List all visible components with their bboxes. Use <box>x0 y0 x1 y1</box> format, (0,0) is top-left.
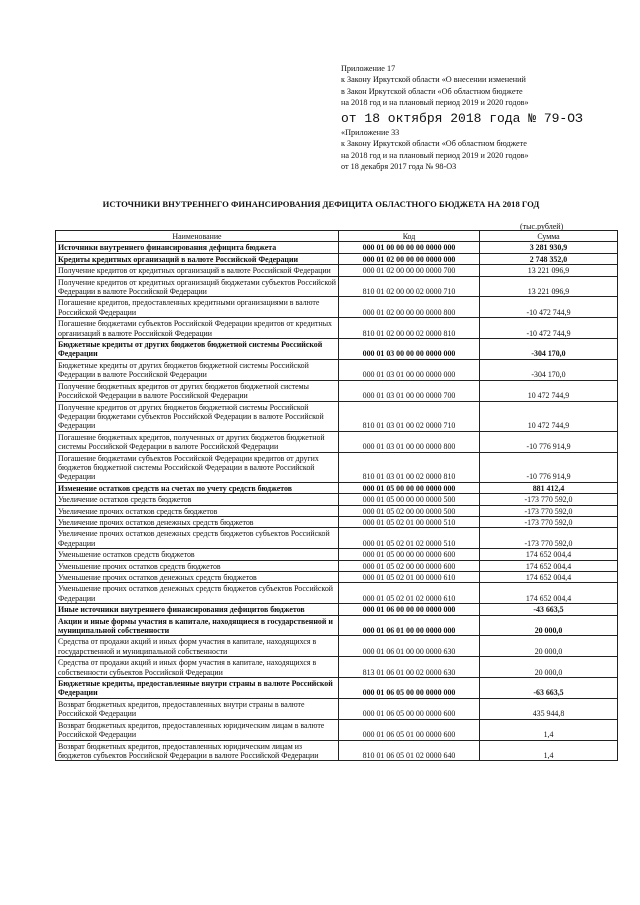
table-row <box>56 265 618 276</box>
header-line: в Закон Иркутской области «Об областном бюджете <box>341 86 523 96</box>
header-line: Приложение 17 <box>341 64 396 73</box>
cell-code: 000 01 06 05 01 00 0000 600 <box>339 719 480 740</box>
cell-name: Возврат бюджетных кредитов, предоставленных юридическим лицам из бюджетов субъектов Российской Федерации в валюте Российской Федерации <box>56 740 339 761</box>
cell-name: Источники внутреннего финансирования дефицита бюджета <box>56 242 339 253</box>
cell-name: Бюджетные кредиты от других бюджетов бюджетной системы Российской Федерации <box>56 339 339 360</box>
cell-code: 000 01 06 01 00 00 0000 000 <box>339 615 480 636</box>
cell-name: Получение кредитов от других бюджетов бюджетной системы Российской Федерации бюджетами субъектов Российской Федерации в валюте Российской Федерации <box>56 401 339 431</box>
law-date-line: от 18 октября 2018 года № 79-ОЗ <box>341 111 583 127</box>
cell-code: 000 01 06 05 00 00 0000 600 <box>339 698 480 719</box>
cell-sum: -173 770 592,0 <box>480 494 618 505</box>
cell-sum: 20 000,0 <box>480 615 618 636</box>
cell-sum: 1,4 <box>480 740 618 761</box>
cell-code: 810 01 06 05 01 02 0000 640 <box>339 740 480 761</box>
cell-name: Иные источники внутреннего финансирования дефицитов бюджетов <box>56 604 339 615</box>
cell-name: Получение бюджетных кредитов от других бюджетов бюджетной системы Российской Федерации в валюте Российской Федерации <box>56 380 339 401</box>
column-header-code: Код <box>339 231 480 242</box>
cell-sum: 13 221 096,9 <box>480 265 618 276</box>
cell-code: 000 01 05 00 00 00 0000 500 <box>339 494 480 505</box>
cell-code: 000 01 05 00 00 00 0000 600 <box>339 549 480 560</box>
cell-name: Получение кредитов от кредитных организаций бюджетами субъектов Российской Федерации в валюте Российской Федерации <box>56 276 339 297</box>
cell-sum: 174 652 004,4 <box>480 583 618 604</box>
cell-sum: 881 412,4 <box>480 482 618 493</box>
appendix-header <box>341 63 611 172</box>
cell-sum: 2 748 352,0 <box>480 253 618 264</box>
cell-name: Возврат бюджетных кредитов, предоставленных внутри страны в валюте Российской Федерации <box>56 698 339 719</box>
cell-name: Увеличение прочих остатков денежных средств бюджетов субъектов Российской Федерации <box>56 528 339 549</box>
table-row <box>56 401 618 431</box>
cell-name: Увеличение остатков средств бюджетов <box>56 494 339 505</box>
cell-code: 000 01 06 01 00 00 0000 630 <box>339 636 480 657</box>
table-row <box>56 604 618 615</box>
cell-sum: 174 652 004,4 <box>480 572 618 583</box>
column-header-sum: Сумма <box>480 231 618 242</box>
cell-name: Погашение бюджетных кредитов, полученных от других бюджетов бюджетной системы Российской Федерации в валюте Российской Федерации <box>56 431 339 452</box>
unit-label: (тыс.рублей) <box>520 222 564 231</box>
cell-name: Бюджетные кредиты, предоставленные внутри страны в валюте Российской Федерации <box>56 678 339 699</box>
cell-sum: -10 472 744,9 <box>480 318 618 339</box>
cell-code: 000 01 06 05 00 00 0000 000 <box>339 678 480 699</box>
cell-sum: -173 770 592,0 <box>480 516 618 527</box>
cell-code: 000 01 06 00 00 00 0000 000 <box>339 604 480 615</box>
column-header-name: Наименование <box>56 231 339 242</box>
cell-sum: -304 170,0 <box>480 339 618 360</box>
table-row <box>56 253 618 264</box>
header-line: «Приложение 33 <box>341 128 400 138</box>
cell-name: Получение кредитов от кредитных организаций в валюте Российской Федерации <box>56 265 339 276</box>
cell-code: 000 01 03 01 00 00 0000 800 <box>339 431 480 452</box>
cell-name: Средства от продажи акций и иных форм участия в капитале, находящихся в государственной и муниципальной собственности <box>56 636 339 657</box>
table-row <box>56 615 618 636</box>
cell-name: Изменение остатков средств на счетах по учету средств бюджетов <box>56 482 339 493</box>
table-row <box>56 482 618 493</box>
cell-name: Уменьшение прочих остатков денежных средств бюджетов <box>56 572 339 583</box>
cell-sum: 1,4 <box>480 719 618 740</box>
cell-code: 000 01 05 02 00 00 0000 600 <box>339 560 480 571</box>
table-row <box>56 719 618 740</box>
table-row <box>56 549 618 560</box>
cell-code: 810 01 03 01 00 02 0000 810 <box>339 452 480 482</box>
cell-name: Возврат бюджетных кредитов, предоставленных юридическим лицам в валюте Российской Федерации <box>56 719 339 740</box>
table-row <box>56 560 618 571</box>
table-row <box>56 276 618 297</box>
cell-code: 000 01 02 00 00 00 0000 700 <box>339 265 480 276</box>
cell-code: 000 01 02 00 00 00 0000 000 <box>339 253 480 264</box>
table-row <box>56 242 618 253</box>
cell-code: 813 01 06 01 00 02 0000 630 <box>339 657 480 678</box>
cell-sum: -43 663,5 <box>480 604 618 615</box>
header-line: на 2018 год и на плановый период 2019 и 2020 годов» <box>341 150 529 160</box>
cell-code: 000 01 03 01 00 00 0000 000 <box>339 359 480 380</box>
cell-name: Бюджетные кредиты от других бюджетов бюджетной системы Российской Федерации в валюте Российской Федерации <box>56 359 339 380</box>
cell-code: 000 01 02 00 00 00 0000 800 <box>339 297 480 318</box>
cell-sum: 174 652 004,4 <box>480 549 618 560</box>
cell-sum: -63 663,5 <box>480 678 618 699</box>
cell-name: Кредиты кредитных организаций в валюте Российской Федерации <box>56 253 339 264</box>
cell-name: Средства от продажи акций и иных форм участия в капитале, находящихся в собственности субъектов Российской Федерации <box>56 657 339 678</box>
cell-sum: 435 944,8 <box>480 698 618 719</box>
table-row <box>56 339 618 360</box>
table-row <box>56 505 618 516</box>
table-row <box>56 380 618 401</box>
cell-name: Акции и иные формы участия в капитале, находящиеся в государственной и муниципальной собственности <box>56 615 339 636</box>
cell-sum: -304 170,0 <box>480 359 618 380</box>
cell-code: 000 01 05 02 01 00 0000 510 <box>339 516 480 527</box>
table-row <box>56 657 618 678</box>
cell-code: 000 01 00 00 00 00 0000 000 <box>339 242 480 253</box>
cell-name: Уменьшение прочих остатков средств бюджетов <box>56 560 339 571</box>
cell-name: Погашение бюджетами субъектов Российской Федерации кредитов от других бюджетов бюджетной системы Российской Федерации в валюте Российской Федерации <box>56 452 339 482</box>
header-line: на 2018 год и на плановый период 2019 и 2020 годов» <box>341 97 529 107</box>
cell-sum: 10 472 744,9 <box>480 401 618 431</box>
table-row <box>56 572 618 583</box>
cell-sum: 20 000,0 <box>480 636 618 657</box>
table-row <box>56 678 618 699</box>
table-row <box>56 431 618 452</box>
cell-sum: -10 776 914,9 <box>480 452 618 482</box>
cell-code: 000 01 05 02 01 00 0000 610 <box>339 572 480 583</box>
table-row <box>56 359 618 380</box>
table-row <box>56 318 618 339</box>
cell-name: Уменьшение прочих остатков денежных средств бюджетов субъектов Российской Федерации <box>56 583 339 604</box>
cell-name: Погашение кредитов, предоставленных кредитными организациями в валюте Российской Федерации <box>56 297 339 318</box>
table-row <box>56 452 618 482</box>
table-row <box>56 583 618 604</box>
cell-sum: 3 281 930,9 <box>480 242 618 253</box>
cell-code: 810 01 02 00 00 02 0000 710 <box>339 276 480 297</box>
cell-sum: -173 770 592,0 <box>480 528 618 549</box>
financing-sources-table <box>55 230 618 761</box>
cell-name: Погашение бюджетами субъектов Российской Федерации кредитов от кредитных организаций в валюте Российской Федерации <box>56 318 339 339</box>
cell-sum: 10 472 744,9 <box>480 380 618 401</box>
cell-sum: -173 770 592,0 <box>480 505 618 516</box>
table-row <box>56 636 618 657</box>
table-row <box>56 516 618 527</box>
cell-code: 000 01 03 00 00 00 0000 000 <box>339 339 480 360</box>
table-body <box>56 242 618 761</box>
cell-sum: 20 000,0 <box>480 657 618 678</box>
cell-sum: -10 776 914,9 <box>480 431 618 452</box>
table-row <box>56 740 618 761</box>
cell-name: Уменьшение остатков средств бюджетов <box>56 549 339 560</box>
cell-code: 000 01 05 00 00 00 0000 000 <box>339 482 480 493</box>
cell-name: Увеличение прочих остатков средств бюджетов <box>56 505 339 516</box>
cell-code: 000 01 05 02 01 02 0000 510 <box>339 528 480 549</box>
cell-code: 810 01 02 00 00 02 0000 810 <box>339 318 480 339</box>
cell-sum: 174 652 004,4 <box>480 560 618 571</box>
header-line: к Закону Иркутской области «О внесении изменений <box>341 75 526 85</box>
cell-code: 000 01 03 01 00 00 0000 700 <box>339 380 480 401</box>
cell-sum: 13 221 096,9 <box>480 276 618 297</box>
table-row <box>56 698 618 719</box>
cell-sum: -10 472 744,9 <box>480 297 618 318</box>
cell-code: 000 01 05 02 00 00 0000 500 <box>339 505 480 516</box>
table-header-row <box>56 231 618 242</box>
document-title: ИСТОЧНИКИ ВНУТРЕННЕГО ФИНАНСИРОВАНИЯ ДЕФИЦИТА ОБЛАСТНОГО БЮДЖЕТА НА 2018 ГОД <box>102 199 540 209</box>
cell-code: 810 01 03 01 00 02 0000 710 <box>339 401 480 431</box>
table-row <box>56 297 618 318</box>
table-row <box>56 494 618 505</box>
cell-code: 000 01 05 02 01 02 0000 610 <box>339 583 480 604</box>
header-line: от 18 декабря 2017 года № 98-ОЗ <box>341 162 457 172</box>
header-line: к Закону Иркутской области «Об областном бюджете <box>341 139 527 149</box>
cell-name: Увеличение прочих остатков денежных средств бюджетов <box>56 516 339 527</box>
table-row <box>56 528 618 549</box>
